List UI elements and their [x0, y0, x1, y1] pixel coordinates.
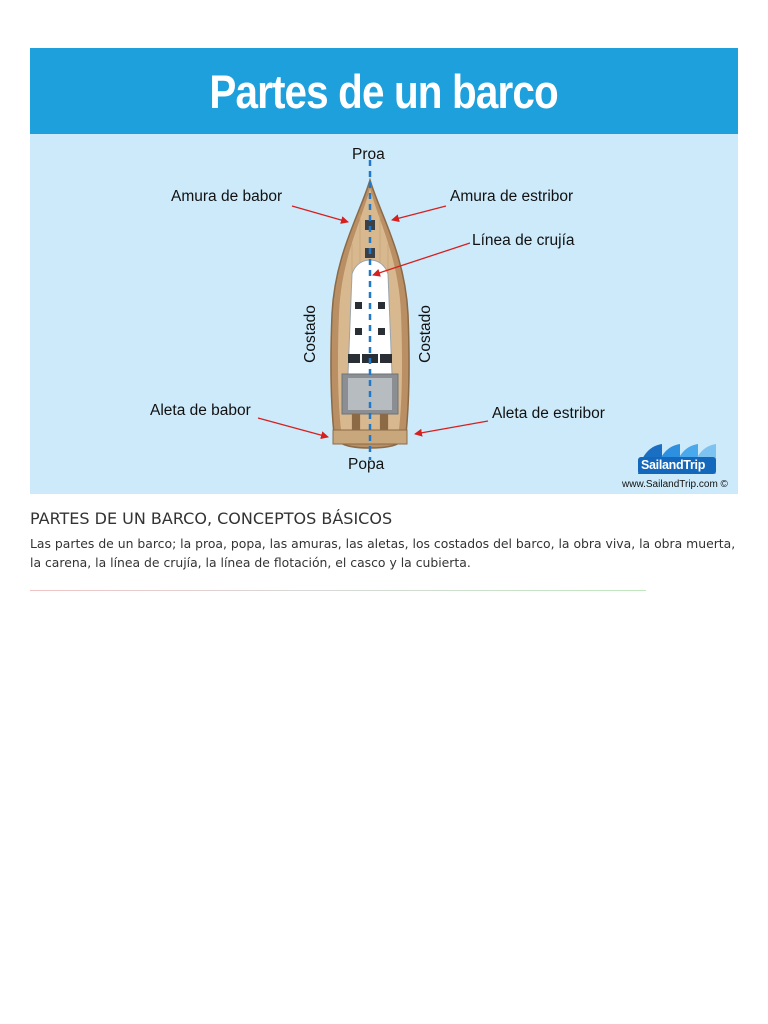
article-title: PARTES DE UN BARCO, CONCEPTOS BÁSICOS [30, 509, 393, 528]
arrow-amura-babor [292, 206, 348, 222]
logo-brand: SailandTrip [640, 458, 706, 472]
arrow-aleta-babor [258, 418, 328, 437]
boat-diagram [30, 134, 738, 494]
label-aleta-estribor: Aleta de estribor [492, 405, 605, 422]
label-aleta-babor: Aleta de babor [150, 402, 251, 419]
divider [30, 590, 646, 591]
label-proa: Proa [352, 146, 385, 163]
arrow-amura-estribor [392, 206, 446, 220]
figure-title: Partes de un barco [209, 64, 559, 118]
label-costado-estribor: Costado [416, 305, 434, 363]
arrow-aleta-estribor [415, 421, 488, 434]
label-amura-babor: Amura de babor [171, 188, 283, 205]
boat-illustration [30, 134, 738, 494]
article-body: Las partes de un barco; la proa, popa, las amuras, las aletas, los costados del barco, la obra viva, la obra muerta, la carena, la línea de crujía, la línea de flotación, el casco y la cubierta. [30, 536, 736, 570]
label-costado-babor: Costado [301, 305, 319, 363]
label-popa: Popa [348, 456, 385, 473]
label-amura-estribor: Amura de estribor [450, 188, 574, 205]
label-linea-crujia: Línea de crujía [472, 232, 575, 249]
boat-parts-figure [30, 48, 738, 494]
figure-banner [30, 48, 738, 134]
logo-url: www.SailandTrip.com © [622, 479, 728, 490]
